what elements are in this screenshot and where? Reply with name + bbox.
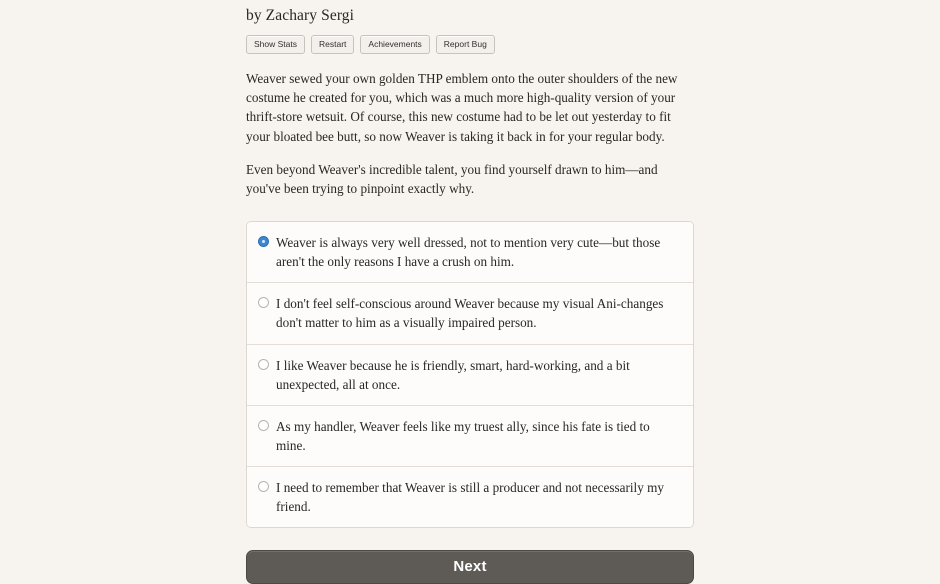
radio-icon[interactable] [258,359,269,370]
report-bug-button[interactable]: Report Bug [436,35,495,55]
choice-option[interactable] [247,466,693,527]
game-toolbar [246,35,694,55]
choice-option[interactable] [247,282,693,343]
show-stats-button[interactable]: Show Stats [246,35,305,55]
choice-label: Weaver is always very well dressed, not to mention very cute—but those aren't the only reasons I have a crush on him. [276,234,661,270]
radio-icon[interactable] [258,297,269,308]
radio-icon-selected[interactable] [258,236,269,247]
achievements-button[interactable]: Achievements [360,35,429,55]
choice-label: I like Weaver because he is friendly, smart, hard-working, and a bit unexpected, all at once. [276,357,630,392]
story-column [246,0,694,584]
radio-icon[interactable] [258,420,269,431]
choice-label: I need to remember that Weaver is still a producer and not necessarily my friend. [276,480,664,515]
choice-list [246,221,694,528]
next-button[interactable]: Next [246,550,694,584]
choice-option[interactable] [247,222,693,282]
choice-option[interactable] [247,344,693,405]
story-paragraph: Weaver sewed your own golden THP emblem onto the outer shoulders of the new costume he created for you, which was a much more high-quality version of your thrift-store wetsuit. Of course, this new costume had to be let out yesterday to fit your bloated bee butt, so now Weaver is taking it back in for your regular body. [246,71,678,144]
choice-option[interactable] [247,405,693,466]
choice-label: As my handler, Weaver feels like my truest ally, since his fate is tied to mine. [276,418,650,453]
story-paragraph: Even beyond Weaver's incredible talent, you find yourself drawn to him—and you've been trying to pinpoint exactly why. [246,161,658,196]
choice-label: I don't feel self-conscious around Weaver because my visual Ani-changes don't matter to him as a visually impaired person. [276,296,664,331]
restart-button[interactable]: Restart [311,35,354,55]
author-byline: by Zachary Sergi [246,7,355,24]
radio-icon[interactable] [258,481,269,492]
